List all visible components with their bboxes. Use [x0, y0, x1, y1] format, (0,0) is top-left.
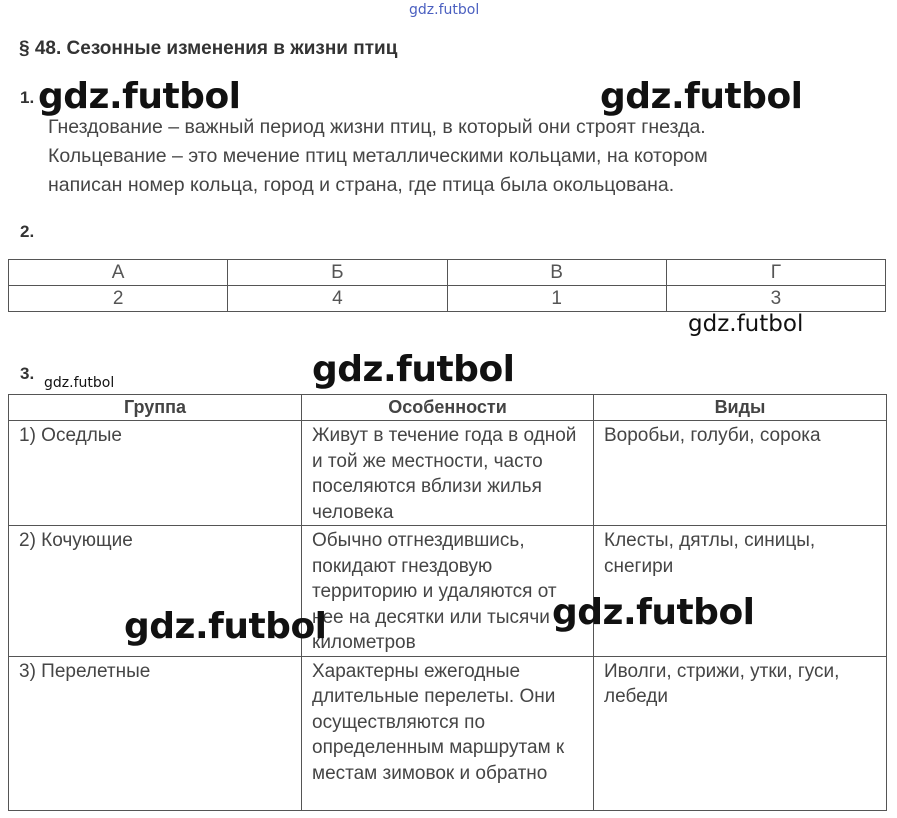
row1-features: Живут в течение года в одной и той же местности, часто поселяются вблизи жилья человека [302, 421, 594, 526]
watermark-7: gdz.futbol [552, 592, 755, 633]
task3-number: 3. [20, 364, 35, 383]
watermark-1: gdz.futbol [38, 76, 241, 117]
header-features: Особенности [302, 395, 594, 421]
answer-table-header-row [9, 260, 886, 286]
row2-features: Обычно отгнездившись, покидают гнездовую территорию и удаляются от нее на десятки или тысячи километров [302, 526, 594, 657]
row1-group: 1) Оседлые [9, 421, 302, 526]
table-header-row [9, 395, 887, 421]
bird-groups-table [8, 394, 887, 811]
answer-value-g: 3 [666, 286, 885, 312]
answer-header-b: Б [228, 260, 447, 286]
table-row [9, 421, 887, 526]
answer-value-v: 1 [447, 286, 666, 312]
answer-header-g: Г [666, 260, 885, 286]
answer-table-value-row [9, 286, 886, 312]
row2-species: Клесты, дятлы, синицы, снегири [594, 526, 887, 657]
answer-value-b: 4 [228, 286, 447, 312]
task1-number: 1. [20, 88, 35, 107]
row3-features: Характерны ежегодные длительные перелеты. Они осуществляются по определенным маршрутам к местам зимовок и обратно [302, 656, 594, 810]
watermark-6: gdz.futbol [124, 606, 327, 647]
table-row [9, 656, 887, 810]
header-species: Виды [594, 395, 887, 421]
row1-species: Воробьи, голуби, сорока [594, 421, 887, 526]
task1-line-1: Гнездование – важный период жизни птиц, в который они строят гнезда. [48, 116, 706, 138]
header-group: Группа [9, 395, 302, 421]
task1-line-2: Кольцевание – это мечение птиц металлическими кольцами, на котором [48, 145, 708, 167]
answer-table [8, 259, 886, 312]
row3-species: Иволги, стрижи, утки, гуси, лебеди [594, 656, 887, 810]
page-title: § 48. Сезонные изменения в жизни птиц [19, 38, 398, 59]
task2-number: 2. [20, 222, 35, 241]
row2-group: 2) Кочующие [9, 526, 302, 657]
watermark-2: gdz.futbol [600, 76, 803, 117]
watermark-top: gdz.futbol [409, 2, 480, 18]
watermark-3: gdz.futbol [688, 311, 804, 337]
watermark-5: gdz.futbol [312, 349, 515, 390]
answer-header-a: А [9, 260, 228, 286]
row3-group: 3) Перелетные [9, 656, 302, 810]
answer-header-v: В [447, 260, 666, 286]
watermark-4: gdz.futbol [44, 375, 115, 391]
task1-line-3: написан номер кольца, город и страна, где птица была окольцована. [48, 174, 675, 196]
answer-value-a: 2 [9, 286, 228, 312]
